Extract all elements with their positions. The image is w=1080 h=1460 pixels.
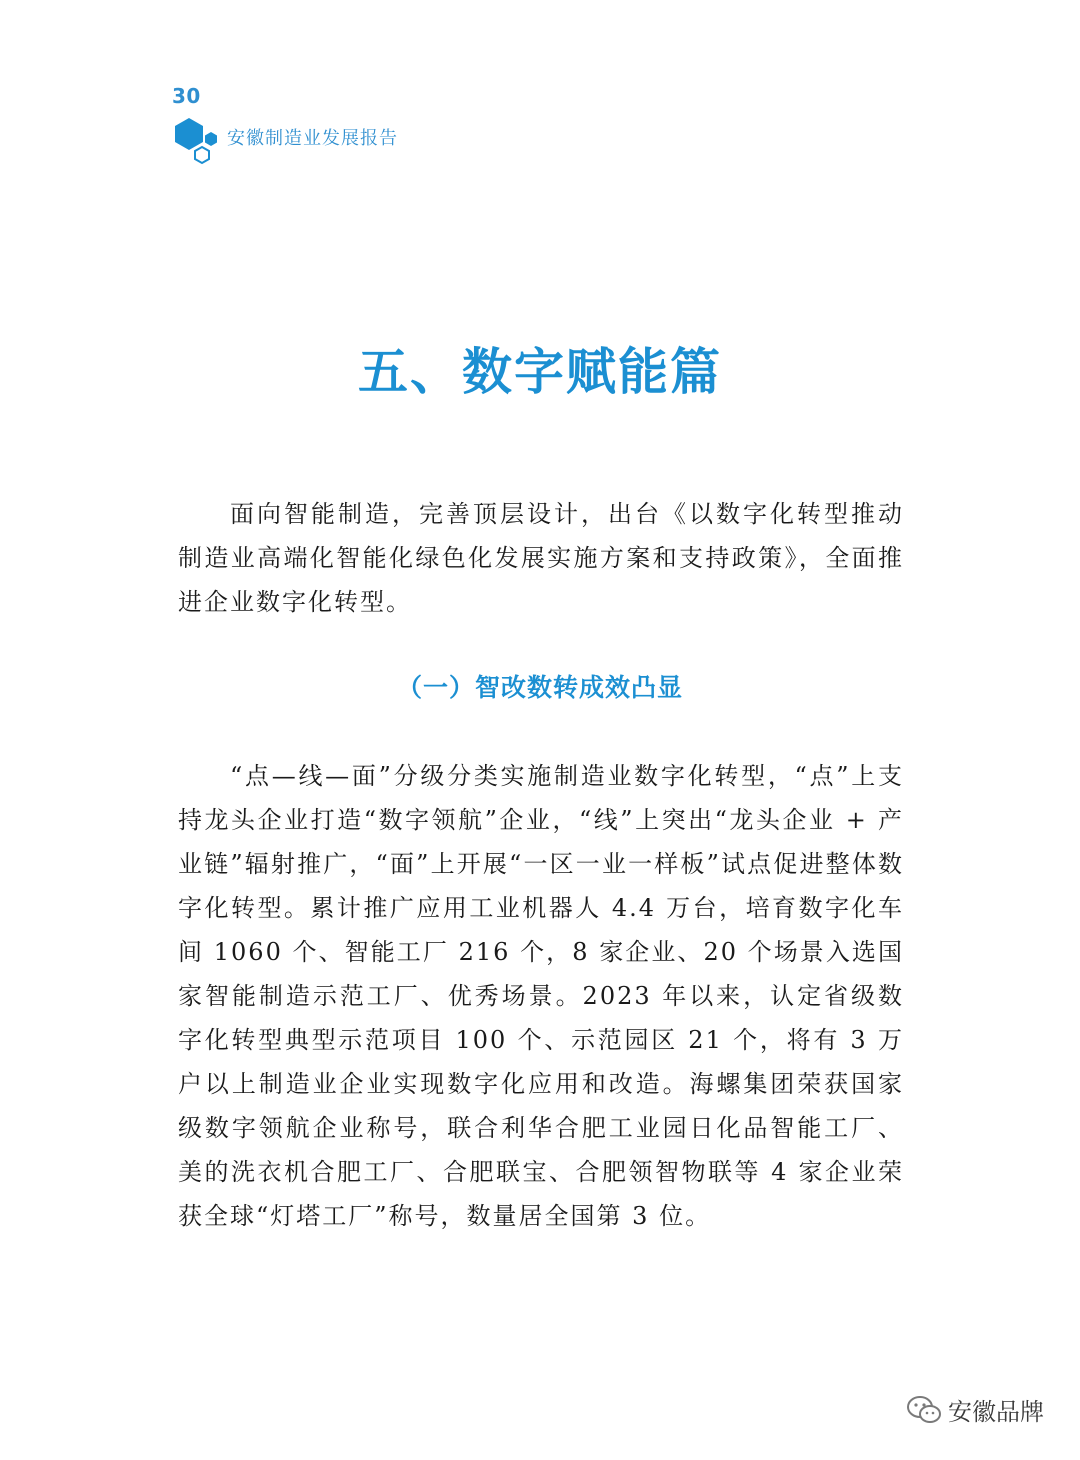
report-title: 安徽制造业发展报告 — [227, 128, 398, 149]
intro-paragraph: 面向智能制造，完善顶层设计，出台《以数字化转型推动制造业高端化智能化绿色化发展实施方案和支持政策》，全面推进企业数字化转型。 — [178, 500, 904, 616]
page-number: 30 — [172, 84, 201, 108]
wechat-icon — [906, 1395, 942, 1425]
watermark — [906, 1392, 1044, 1427]
section-heading: （一）智改数转成效凸显 — [396, 673, 683, 702]
chapter-title: 五、数字赋能篇 — [358, 343, 722, 401]
section-body-paragraph: “点—线—面”分级分类实施制造业数字化转型，“点”上支持龙头企业打造“数字领航”企业，“线”上突出“龙头企业 + 产业链”辐射推广，“面”上开展“一区一业一样板”试点促进整体数字化转型。累计推广应用工业机器人 4.4 万台，培育数字化车间 1060 个、智能工厂 216 个，8 家企业、20 个场景入选国家智能制造示范工厂、优秀场景。2023 年以来，认定省级数字化转型典型示范项目 100 个、示范园区 21 个，将有 3 万户以上制造业企业实现数字化应用和改造。海螺集团荣获国家级数字领航企业称号，联合利华合肥工业园日化品智能工厂、美的洗衣机合肥工厂、合肥联宝、合肥领智物联等 4 家企业荣获全球“灯塔工厂”称号，数量居全国第 3 位。 — [178, 762, 904, 1230]
hexagon-cluster-icon — [172, 116, 220, 166]
watermark-text: 安徽品牌 — [948, 1398, 1044, 1426]
